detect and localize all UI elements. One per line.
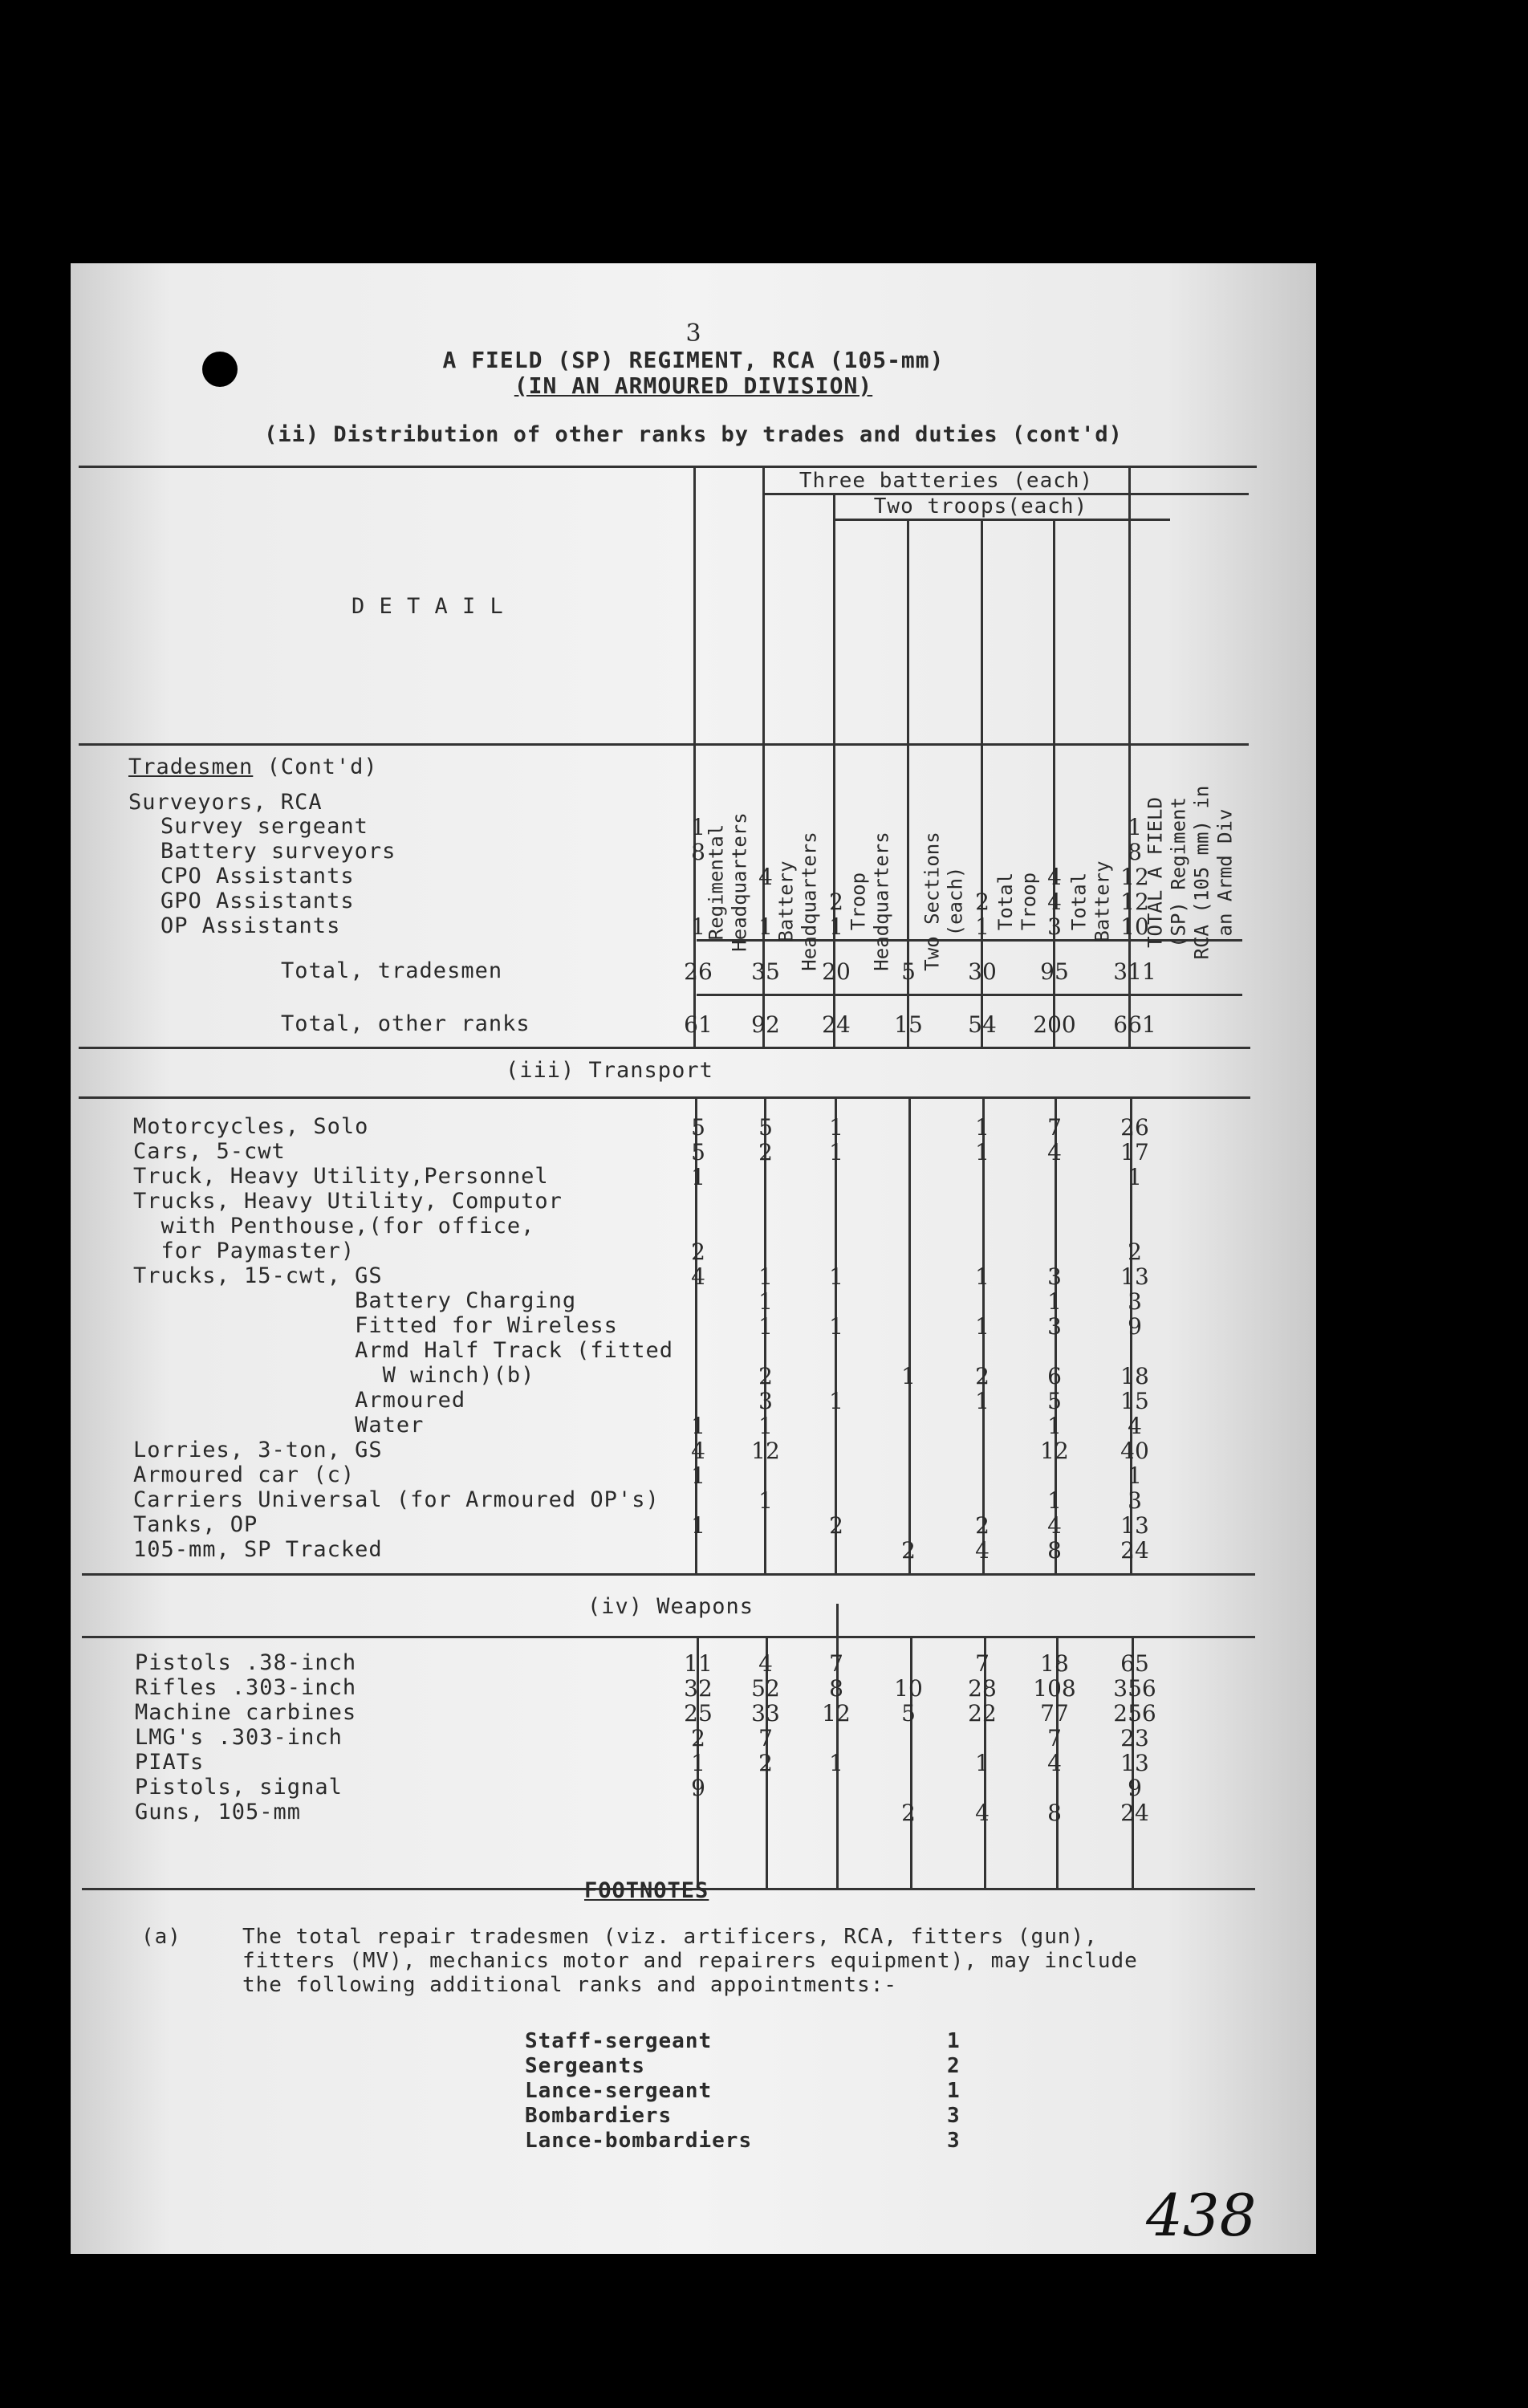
row-value: 1 bbox=[829, 1114, 843, 1141]
row-value: 8 bbox=[1128, 839, 1142, 865]
row-label: Lorries, 3-ton, GS bbox=[133, 1438, 383, 1462]
rank-name: Bombardiers bbox=[525, 2104, 673, 2128]
row-value: 4 bbox=[691, 1438, 705, 1464]
table-row bbox=[71, 1725, 1316, 1750]
section-ii-heading: (ii) Distribution of other ranks by trades and duties (cont'd) bbox=[264, 422, 1123, 447]
row-label: for Paymaster) bbox=[133, 1239, 356, 1263]
row-label: Water bbox=[133, 1413, 425, 1438]
col-header-two-sections: Two Sections (each) bbox=[921, 832, 968, 971]
row-value: 28 bbox=[968, 1675, 997, 1702]
rank-name: Lance-bombardiers bbox=[525, 2129, 753, 2153]
col-header-bhq: Battery Headquarters bbox=[775, 832, 822, 971]
row-value: 13 bbox=[1120, 1512, 1149, 1539]
table-row bbox=[71, 1363, 1316, 1388]
row-value: 9 bbox=[691, 1775, 705, 1801]
row-value: 24 bbox=[1120, 1800, 1149, 1826]
row-value: 256 bbox=[1113, 1700, 1156, 1727]
row-value: 2 bbox=[829, 1512, 843, 1539]
row-value: 1 bbox=[975, 1263, 990, 1290]
row-label: Trucks, 15-cwt, GS bbox=[133, 1263, 383, 1288]
row-value: 4 bbox=[1047, 864, 1062, 890]
row-value: 7 bbox=[829, 1650, 843, 1677]
row-label: Rifles .303-inch bbox=[135, 1675, 357, 1700]
row-value: 1 bbox=[975, 1388, 990, 1414]
row-value: 1 bbox=[901, 1363, 916, 1389]
row-value: 8 bbox=[691, 839, 705, 865]
row-label: Survey sergeant bbox=[161, 814, 368, 839]
row-value: 10 bbox=[1120, 913, 1149, 940]
table-row bbox=[71, 814, 1316, 839]
table-row bbox=[71, 1263, 1316, 1288]
row-value: 2 bbox=[1128, 1239, 1142, 1265]
col-header-rhq: Regimental Headquarters bbox=[705, 812, 752, 952]
row-value: 2 bbox=[901, 1800, 916, 1826]
document-page bbox=[71, 263, 1316, 2254]
row-value: 4 bbox=[975, 1537, 990, 1564]
table-row bbox=[71, 1189, 1316, 1214]
row-value: 12 bbox=[822, 1700, 851, 1727]
row-value: 1 bbox=[829, 1750, 843, 1776]
row-value: 1 bbox=[1128, 1462, 1142, 1489]
row-value: 1 bbox=[758, 913, 773, 940]
row-value: 12 bbox=[1120, 889, 1149, 915]
row-value: 11 bbox=[684, 1650, 713, 1677]
row-value: 7 bbox=[1047, 1725, 1062, 1751]
row-value: 5 bbox=[691, 1114, 705, 1141]
row-value: 8 bbox=[1047, 1537, 1062, 1564]
row-value: 1 bbox=[829, 1388, 843, 1414]
row-label: with Penthouse,(for office, bbox=[133, 1214, 535, 1239]
table-row bbox=[71, 1537, 1316, 1562]
total-other-ranks-row: Total, other ranks 61 92 24 15 54 200 661 bbox=[281, 1011, 1156, 1038]
row-value: 2 bbox=[758, 1750, 773, 1776]
row-value: 52 bbox=[751, 1675, 780, 1702]
table-row bbox=[71, 1462, 1316, 1487]
row-label: CPO Assistants bbox=[161, 864, 355, 889]
table-row bbox=[71, 1164, 1316, 1189]
row-value: 4 bbox=[1047, 1139, 1062, 1165]
row-value: 2 bbox=[758, 1139, 773, 1165]
table-row bbox=[71, 1775, 1316, 1800]
row-value: 25 bbox=[684, 1700, 713, 1727]
rank-count: 2 bbox=[947, 2054, 961, 2078]
row-value: 12 bbox=[1120, 864, 1149, 890]
row-value: 8 bbox=[829, 1675, 843, 1702]
rank-count: 1 bbox=[947, 2029, 961, 2053]
row-value: 108 bbox=[1033, 1675, 1076, 1702]
row-value: 32 bbox=[684, 1675, 713, 1702]
col-header-total-troop: Total Troop bbox=[994, 872, 1040, 931]
col-header-total-battery: Total Battery bbox=[1068, 860, 1114, 942]
table-row bbox=[71, 1650, 1316, 1675]
row-value: 23 bbox=[1120, 1725, 1149, 1751]
row-label: Carriers Universal (for Armoured OP's) bbox=[133, 1487, 660, 1512]
row-value: 1 bbox=[758, 1487, 773, 1514]
rank-name: Staff-sergeant bbox=[525, 2029, 713, 2053]
row-value: 2 bbox=[829, 889, 843, 915]
row-value: 4 bbox=[1047, 1512, 1062, 1539]
row-value: 22 bbox=[968, 1700, 997, 1727]
row-value: 18 bbox=[1040, 1650, 1069, 1677]
table-row bbox=[71, 1512, 1316, 1537]
col-header-regiment-total: TOTAL A FIELD (SP) Regiment RCA (105 mm) in an Armd Div bbox=[1144, 785, 1236, 960]
row-value: 18 bbox=[1120, 1363, 1149, 1389]
row-value: 1 bbox=[691, 1512, 705, 1539]
table-row bbox=[71, 913, 1316, 938]
footnotes-heading: FOOTNOTES bbox=[584, 1878, 709, 1903]
page-marker: 3 bbox=[685, 319, 701, 348]
three-batteries-header: Three batteries (each) bbox=[799, 469, 1094, 493]
row-value: 2 bbox=[758, 1363, 773, 1389]
row-value: 4 bbox=[1128, 1413, 1142, 1439]
row-value: 13 bbox=[1120, 1750, 1149, 1776]
row-value: 4 bbox=[975, 1800, 990, 1826]
row-label: LMG's .303-inch bbox=[135, 1725, 343, 1750]
table-row bbox=[71, 1139, 1316, 1164]
row-label: Cars, 5-cwt bbox=[133, 1139, 286, 1164]
row-value: 12 bbox=[1040, 1438, 1069, 1464]
row-value: 3 bbox=[758, 1388, 773, 1414]
row-value: 9 bbox=[1128, 1313, 1142, 1340]
row-value: 2 bbox=[901, 1537, 916, 1564]
row-value: 2 bbox=[975, 889, 990, 915]
punch-hole bbox=[202, 352, 238, 387]
row-value: 33 bbox=[751, 1700, 780, 1727]
footnote-a-line-3: the following additional ranks and appointments:- bbox=[242, 1973, 898, 1997]
row-value: 4 bbox=[1047, 889, 1062, 915]
table-row bbox=[71, 1338, 1316, 1363]
row-value: 5 bbox=[1047, 1388, 1062, 1414]
row-label: Battery surveyors bbox=[161, 839, 396, 864]
rank-count: 3 bbox=[947, 2104, 961, 2128]
row-value: 1 bbox=[1128, 1164, 1142, 1190]
row-label: Armd Half Track (fitted bbox=[133, 1338, 673, 1363]
row-value: 2 bbox=[691, 1725, 705, 1751]
row-value: 5 bbox=[901, 1700, 916, 1727]
row-label: GPO Assistants bbox=[161, 889, 355, 913]
row-value: 8 bbox=[1047, 1800, 1062, 1826]
row-value: 1 bbox=[1047, 1288, 1062, 1315]
row-value: 5 bbox=[691, 1139, 705, 1165]
row-value: 1 bbox=[691, 1462, 705, 1489]
rank-count: 1 bbox=[947, 2079, 961, 2103]
col-header-thq: Troop Headquarters bbox=[847, 832, 894, 971]
row-label: Battery Charging bbox=[133, 1288, 577, 1313]
weapons-heading: (iv) Weapons bbox=[587, 1594, 754, 1619]
handwritten-page-number: 438 bbox=[1146, 2182, 1257, 2249]
row-label: Machine carbines bbox=[135, 1700, 357, 1725]
row-value: 1 bbox=[829, 913, 843, 940]
table-row bbox=[71, 1239, 1316, 1263]
row-value: 1 bbox=[829, 1139, 843, 1165]
row-value: 2 bbox=[691, 1239, 705, 1265]
row-value: 1 bbox=[829, 1313, 843, 1340]
row-label: PIATs bbox=[135, 1750, 205, 1775]
row-value: 1 bbox=[975, 1114, 990, 1141]
table-row bbox=[71, 1750, 1316, 1775]
row-label: Motorcycles, Solo bbox=[133, 1114, 369, 1139]
row-value: 3 bbox=[1047, 913, 1062, 940]
rank-name: Sergeants bbox=[525, 2054, 645, 2078]
row-value: 24 bbox=[1120, 1537, 1149, 1564]
row-value: 1 bbox=[975, 913, 990, 940]
row-value: 9 bbox=[1128, 1775, 1142, 1801]
row-value: 1 bbox=[1128, 814, 1142, 840]
row-value: 26 bbox=[1120, 1114, 1149, 1141]
table-row bbox=[71, 1313, 1316, 1338]
row-value: 3 bbox=[1128, 1288, 1142, 1315]
row-value: 40 bbox=[1120, 1438, 1149, 1464]
row-value: 1 bbox=[691, 913, 705, 940]
rank-name: Lance-sergeant bbox=[525, 2079, 713, 2103]
row-label: Truck, Heavy Utility,Personnel bbox=[133, 1164, 549, 1189]
document-title: A FIELD (SP) REGIMENT, RCA (105-mm) bbox=[442, 347, 945, 373]
detail-column-header: D E T A I L bbox=[352, 594, 504, 619]
row-label: Tanks, OP bbox=[133, 1512, 258, 1537]
row-value: 1 bbox=[691, 814, 705, 840]
row-value: 12 bbox=[751, 1438, 780, 1464]
row-value: 17 bbox=[1120, 1139, 1149, 1165]
row-value: 2 bbox=[975, 1363, 990, 1389]
table-row bbox=[71, 1214, 1316, 1239]
document-subtitle: (IN AN ARMOURED DIVISION) bbox=[514, 372, 873, 399]
row-value: 1 bbox=[691, 1164, 705, 1190]
row-value: 1 bbox=[758, 1413, 773, 1439]
row-value: 15 bbox=[1120, 1388, 1149, 1414]
tradesmen-heading: Tradesmen (Cont'd) bbox=[128, 755, 378, 779]
footnote-a-marker: (a) bbox=[141, 1925, 181, 1949]
row-label: 105-mm, SP Tracked bbox=[133, 1537, 383, 1562]
row-value: 1 bbox=[1047, 1487, 1062, 1514]
row-value: 6 bbox=[1047, 1363, 1062, 1389]
row-value: 4 bbox=[1047, 1750, 1062, 1776]
row-value: 1 bbox=[758, 1263, 773, 1290]
row-value: 7 bbox=[758, 1725, 773, 1751]
transport-heading: (iii) Transport bbox=[506, 1058, 713, 1083]
table-row bbox=[71, 1800, 1316, 1824]
row-value: 77 bbox=[1040, 1700, 1069, 1727]
total-tradesmen-row: Total, tradesmen 26 35 20 5 30 95 311 bbox=[281, 958, 1156, 985]
row-value: 4 bbox=[691, 1263, 705, 1290]
row-value: 5 bbox=[758, 1114, 773, 1141]
table-row bbox=[71, 1700, 1316, 1725]
row-value: 1 bbox=[975, 1750, 990, 1776]
row-value: 1 bbox=[829, 1263, 843, 1290]
row-label: Fitted for Wireless bbox=[133, 1313, 618, 1338]
row-label: Pistols .38-inch bbox=[135, 1650, 357, 1675]
table-row bbox=[71, 1114, 1316, 1139]
row-label: Armoured bbox=[133, 1388, 466, 1413]
table-row bbox=[71, 1413, 1316, 1438]
row-label: Pistols, signal bbox=[135, 1775, 343, 1800]
table-row bbox=[71, 1438, 1316, 1462]
row-label: OP Assistants bbox=[161, 913, 341, 938]
row-label: W winch)(b) bbox=[133, 1363, 535, 1388]
table-row bbox=[71, 864, 1316, 889]
surveyors-group: Surveyors, RCA bbox=[128, 790, 323, 815]
footnote-a-line-1: The total repair tradesmen (viz. artificers, RCA, fitters (gun), bbox=[242, 1925, 1098, 1949]
row-value: 1 bbox=[975, 1139, 990, 1165]
table-row bbox=[71, 839, 1316, 864]
row-value: 10 bbox=[894, 1675, 923, 1702]
row-value: 4 bbox=[758, 1650, 773, 1677]
row-value: 7 bbox=[1047, 1114, 1062, 1141]
row-label: Armoured car (c) bbox=[133, 1462, 356, 1487]
row-value: 1 bbox=[691, 1750, 705, 1776]
rank-count: 3 bbox=[947, 2129, 961, 2153]
table-row bbox=[71, 889, 1316, 913]
table-row bbox=[71, 1388, 1316, 1413]
row-value: 3 bbox=[1047, 1313, 1062, 1340]
row-value: 4 bbox=[758, 864, 773, 890]
row-value: 65 bbox=[1120, 1650, 1149, 1677]
row-value: 3 bbox=[1128, 1487, 1142, 1514]
table-row bbox=[71, 1288, 1316, 1313]
row-value: 1 bbox=[1047, 1413, 1062, 1439]
row-value: 1 bbox=[758, 1313, 773, 1340]
row-label: Guns, 105-mm bbox=[135, 1800, 302, 1824]
row-value: 7 bbox=[975, 1650, 990, 1677]
row-label: Trucks, Heavy Utility, Computor bbox=[133, 1189, 563, 1214]
table-row bbox=[71, 1675, 1316, 1700]
row-value: 1 bbox=[975, 1313, 990, 1340]
two-troops-header: Two troops(each) bbox=[873, 494, 1088, 519]
row-value: 13 bbox=[1120, 1263, 1149, 1290]
row-value: 2 bbox=[975, 1512, 990, 1539]
footnote-a-line-2: fitters (MV), mechanics motor and repairers equipment), may include bbox=[242, 1949, 1138, 1973]
row-value: 3 bbox=[1047, 1263, 1062, 1290]
table-row bbox=[71, 1487, 1316, 1512]
row-value: 1 bbox=[758, 1288, 773, 1315]
row-value: 1 bbox=[691, 1413, 705, 1439]
row-value: 356 bbox=[1113, 1675, 1156, 1702]
